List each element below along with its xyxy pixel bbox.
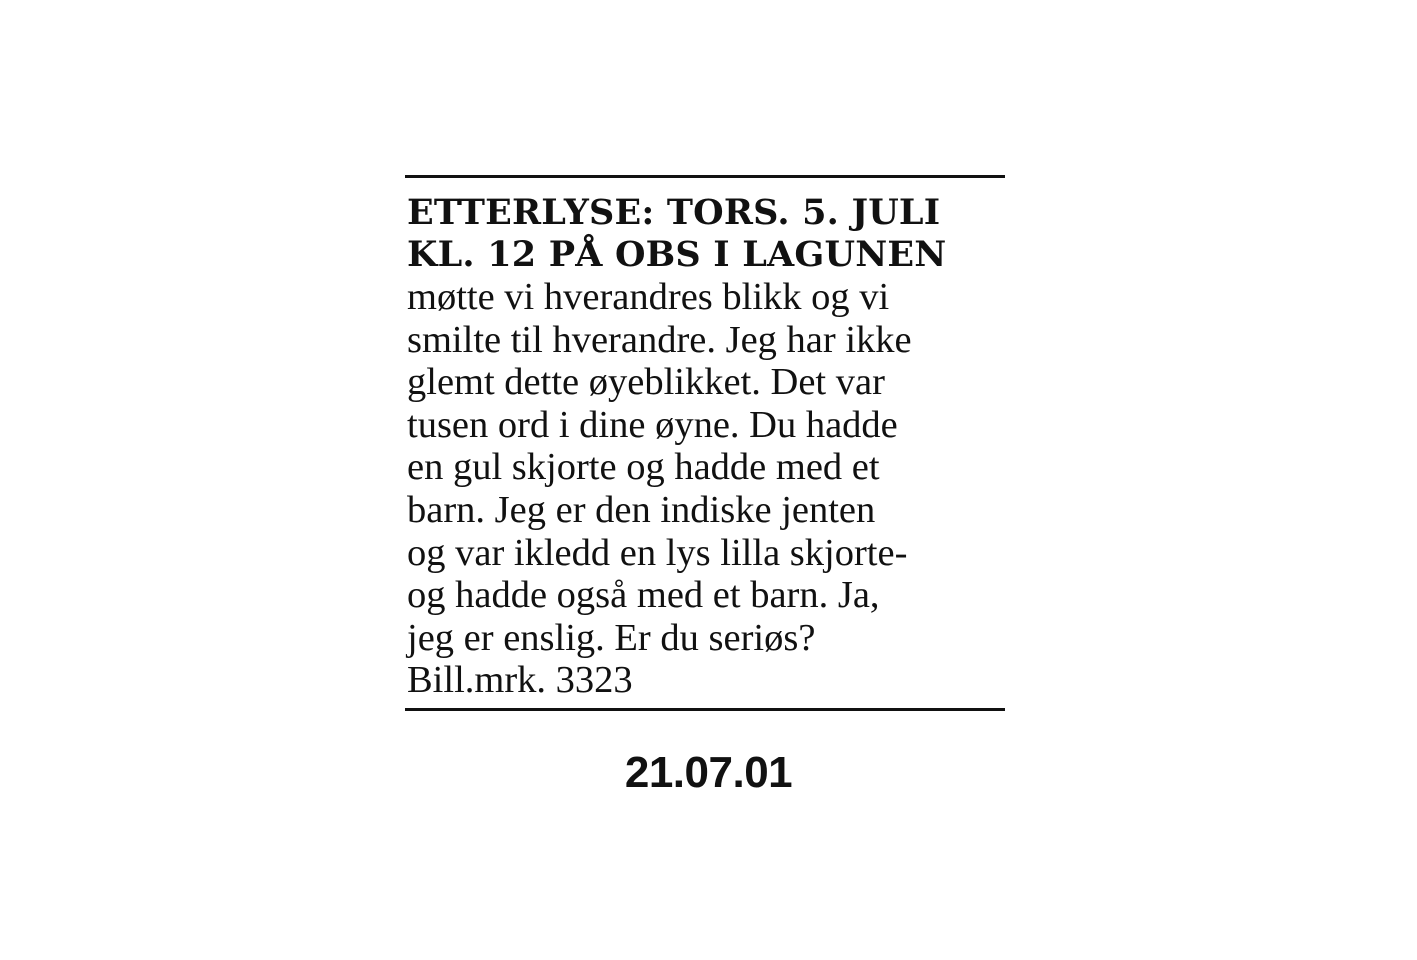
body-line: en gul skjorte og hadde med et	[407, 446, 880, 489]
ad-body	[407, 276, 1005, 702]
headline-line: KL. 12 PÅ OBS I LAGUNEN	[407, 234, 947, 275]
body-line: møtte vi hverandres blikk og vi	[407, 276, 890, 318]
body-line: barn. Jeg er den indiske jenten	[407, 488, 876, 531]
classified-ad	[407, 192, 1005, 702]
publication-date: 21.07.01	[624, 748, 793, 797]
top-rule	[405, 175, 1005, 178]
body-line: tusen ord i dine øyne. Du hadde	[407, 403, 898, 446]
headline-line: ETTERLYSE: TORS. 5. JULI	[407, 192, 941, 233]
body-line: smilte til hverandre. Jeg har ikke	[407, 318, 912, 361]
ad-headline	[407, 192, 1005, 276]
body-line: Bill.mrk. 3323	[407, 659, 633, 702]
body-line: glemt dette øyeblikket. Det var	[407, 361, 885, 404]
body-line: jeg er enslig. Er du seriøs?	[407, 616, 816, 659]
body-line: og hadde også med et barn. Ja,	[407, 574, 880, 617]
bottom-rule	[405, 708, 1005, 711]
body-line: og var ikledd en lys lilla skjorte-	[407, 531, 908, 574]
